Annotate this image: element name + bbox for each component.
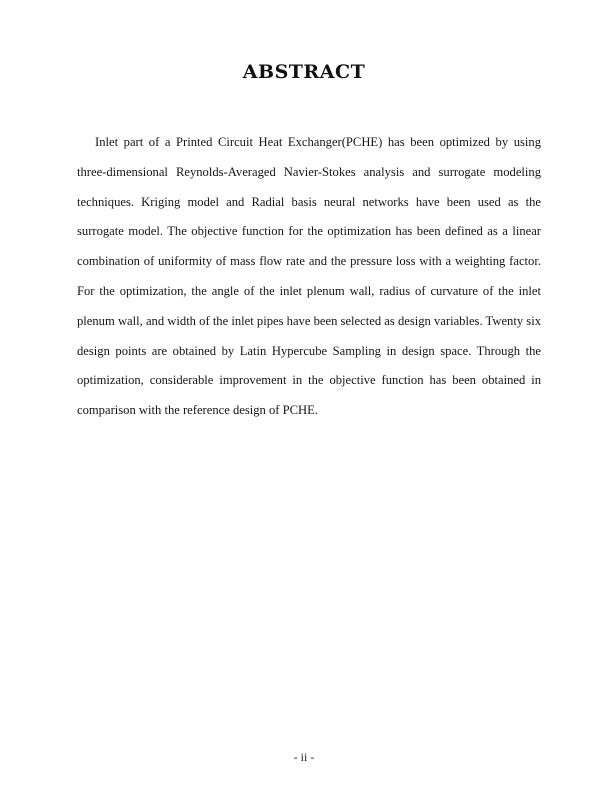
abstract-title: ABSTRACT xyxy=(242,61,366,83)
page-number: - ii - xyxy=(293,750,315,764)
abstract-paragraph: Inlet part of a Printed Circuit Heat Exchanger(PCHE) has been optimized by using three-dimensional Reynolds-Averaged Navier-Stokes analysis and surrogate modeling techniques. Kriging model and Radial basis neural networks have been used as the surrogate model. The objective function for the optimization has been defined as a linear combination of uniformity of mass flow rate and the pressure loss with a weighting factor. For the optimization, the angle of the inlet plenum wall, radius of curvature of the inlet plenum wall, and width of the inlet pipes have been selected as design variables. Twenty six design points are obtained by Latin Hypercube Sampling in design space. Through the optimization, considerable improvement in the objective function has been obtained in comparison with the reference design of PCHE. xyxy=(77,135,541,418)
